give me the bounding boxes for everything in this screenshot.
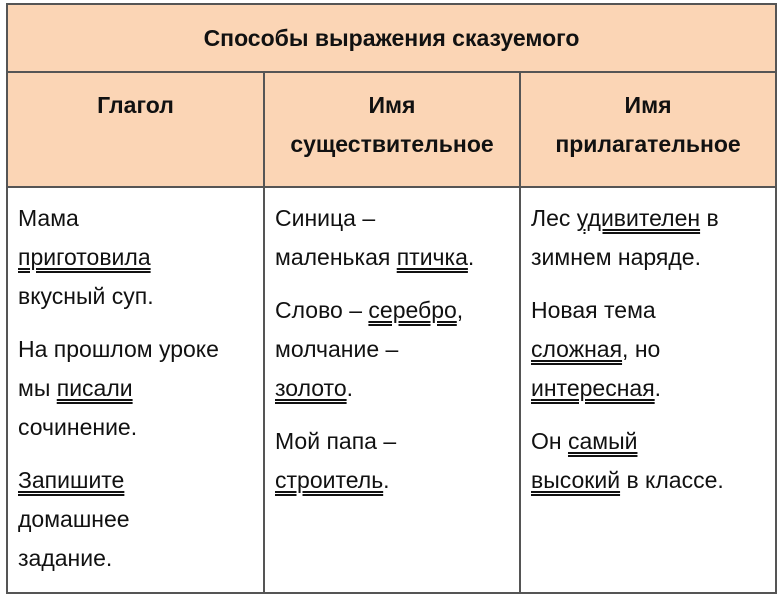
example-line: [275, 369, 519, 408]
example-line: [531, 461, 775, 500]
predicate-word: самый: [567, 428, 638, 454]
example-line: [275, 238, 519, 277]
example-line: [275, 330, 519, 369]
example-sentence: [531, 199, 775, 277]
sentence-text: Новая тема: [531, 297, 656, 323]
predicate-word: писали: [56, 375, 133, 401]
example-line: [275, 291, 519, 330]
example-line: [18, 461, 263, 500]
header-line: Имя: [624, 92, 672, 118]
example-line: [18, 199, 263, 238]
predicate-table-frame: [6, 3, 775, 577]
sentence-text: домашнее: [18, 506, 130, 532]
header-line: Имя: [368, 92, 416, 118]
sentence-text: задание.: [18, 545, 113, 571]
example-sentence: [275, 422, 519, 500]
table-title: Способы выражения сказуемого: [7, 4, 776, 72]
header-row: [7, 72, 776, 187]
header-noun: [264, 72, 520, 187]
sentence-text: Мама: [18, 205, 79, 231]
example-line: [18, 330, 263, 369]
header-adjective: [520, 72, 776, 187]
sentence-text: Синица –: [275, 205, 376, 231]
example-line: [18, 277, 263, 316]
predicate-table: [6, 3, 777, 594]
examples-adjective-cell: [520, 187, 776, 593]
example-sentence: [275, 199, 519, 277]
predicate-word: удивителен: [576, 205, 701, 231]
example-sentence: [18, 199, 263, 316]
sentence-text: сочинение.: [18, 414, 138, 440]
example-line: [531, 330, 775, 369]
example-line: [18, 500, 263, 539]
sentence-text: , но: [622, 336, 661, 362]
example-line: [531, 422, 775, 461]
example-line: [531, 291, 775, 330]
predicate-word: интересная: [531, 375, 655, 401]
predicate-word: высокий: [531, 467, 621, 493]
example-line: [18, 238, 263, 277]
predicate-word: золото: [275, 375, 347, 401]
predicate-word: строитель: [275, 467, 384, 493]
sentence-text: Слово –: [275, 297, 369, 323]
sentence-text: .: [467, 244, 475, 270]
predicate-word: серебро: [368, 297, 457, 323]
predicate-word: сложная: [531, 336, 623, 362]
example-line: [275, 461, 519, 500]
example-line: [18, 408, 263, 447]
example-line: [18, 539, 263, 578]
examples-noun-cell: [264, 187, 520, 593]
predicate-word: Запишите: [18, 467, 125, 493]
predicate-word: птичка: [396, 244, 468, 270]
sentence-text: в классе.: [620, 467, 724, 493]
header-line: прилагательное: [555, 131, 741, 157]
sentence-text: вкусный суп.: [18, 283, 154, 309]
sentence-text: ,: [456, 297, 464, 323]
sentence-text: .: [383, 467, 390, 493]
sentence-text: Лес: [531, 205, 577, 231]
example-line: [18, 369, 263, 408]
example-sentence: [531, 422, 775, 500]
predicate-word: приготовила: [18, 244, 151, 270]
sentence-text: .: [654, 375, 662, 401]
sentence-text: .: [346, 375, 353, 401]
sentence-text: маленькая: [275, 244, 397, 270]
header-verb: [7, 72, 264, 187]
examples-row: [7, 187, 776, 593]
example-sentence: [18, 461, 263, 578]
sentence-text: Он: [531, 428, 568, 454]
sentence-text: На прошлом уроке: [18, 336, 219, 362]
sentence-text: в: [700, 205, 719, 231]
example-line: [531, 369, 775, 408]
examples-verb-cell: [7, 187, 264, 593]
sentence-text: мы: [18, 375, 57, 401]
example-sentence: [18, 330, 263, 447]
header-line: существительное: [290, 131, 494, 157]
sentence-text: зимнем наряде.: [531, 244, 701, 270]
sentence-text: Мой папа –: [275, 428, 397, 454]
example-sentence: [275, 291, 519, 408]
example-line: [531, 199, 775, 238]
sentence-text: молчание –: [275, 336, 399, 362]
example-line: [275, 422, 519, 461]
example-line: [531, 238, 775, 277]
title-row: [7, 4, 776, 72]
example-sentence: [531, 291, 775, 408]
header-line: Глагол: [97, 92, 174, 118]
example-line: [275, 199, 519, 238]
